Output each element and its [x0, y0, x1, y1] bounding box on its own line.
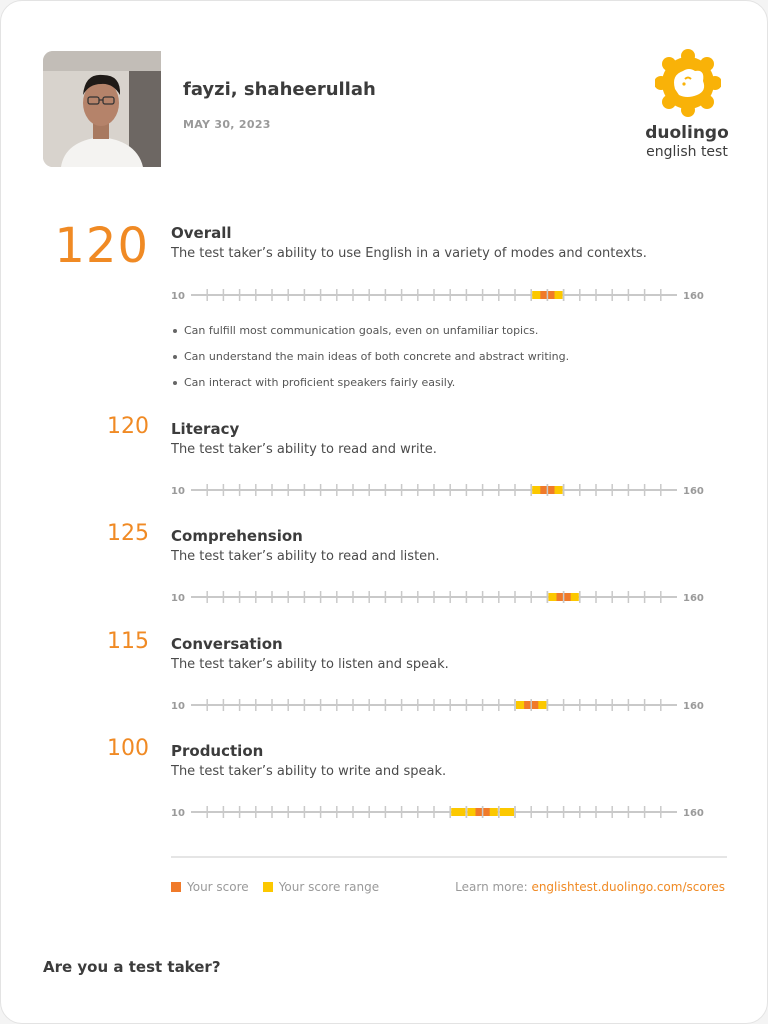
scale-max-label: 160: [683, 701, 704, 712]
scale-min-label: 10: [171, 593, 185, 604]
legend-range: [263, 880, 379, 894]
literacy-score: 120: [107, 414, 149, 439]
duolingo-logo: [641, 49, 733, 165]
range-swatch-icon: [263, 882, 273, 892]
overall-score: 120: [54, 218, 149, 274]
scale-max-label: 160: [683, 808, 704, 819]
overall-scale: [171, 285, 711, 305]
production-score: 100: [107, 736, 149, 761]
production-scale: [171, 802, 711, 822]
literacy-title: Literacy: [171, 420, 240, 438]
learn-more: [455, 880, 725, 894]
conversation-title: Conversation: [171, 635, 283, 653]
divider: [171, 856, 727, 858]
test-taker-question: Are you a test taker?: [43, 958, 221, 976]
candidate-name: fayzi, shaheerullah: [183, 79, 376, 100]
legend-score-label: Your score: [187, 880, 249, 894]
score-range-segment: [500, 808, 514, 816]
legend-range-label: Your score range: [278, 880, 380, 894]
overall-title: Overall: [171, 224, 232, 242]
learn-more-link[interactable]: englishtest.duolingo.com/scores: [531, 880, 725, 894]
scale-min-label: 10: [171, 486, 185, 497]
overall-description: The test taker’s ability to use English in a variety of modes and contexts.: [171, 246, 647, 261]
legend: [171, 880, 393, 894]
scale-min-label: 10: [171, 701, 185, 712]
comprehension-scale: [171, 587, 711, 607]
logo-subtitle: english test: [646, 144, 728, 160]
logo-wordmark: duolingo: [645, 123, 729, 143]
conversation-scale: [171, 695, 711, 715]
learn-more-prefix: Learn more:: [455, 880, 532, 894]
legend-score: [171, 880, 249, 894]
production-description: The test taker’s ability to write and speak.: [171, 764, 447, 779]
duolingo-badge-icon: [655, 49, 721, 117]
literacy-scale: [171, 480, 711, 500]
scale-max-label: 160: [683, 486, 704, 497]
comprehension-title: Comprehension: [171, 527, 303, 545]
list-item: Can understand the main ideas of both concrete and abstract writing.: [173, 350, 569, 376]
production-title: Production: [171, 742, 264, 760]
candidate-photo: [43, 51, 161, 167]
test-date: MAY 30, 2023: [183, 118, 271, 131]
literacy-description: The test taker’s ability to read and write.: [171, 442, 437, 457]
scale-min-label: 10: [171, 808, 185, 819]
comprehension-description: The test taker’s ability to read and listen.: [171, 549, 440, 564]
conversation-description: The test taker’s ability to listen and speak.: [171, 657, 449, 672]
list-item: Can interact with proficient speakers fairly easily.: [173, 376, 569, 402]
scale-max-label: 160: [683, 291, 704, 302]
scale-min-label: 10: [171, 291, 185, 302]
list-item: Can fulfill most communication goals, even on unfamiliar topics.: [173, 324, 569, 350]
overall-bullet-list: [173, 324, 569, 402]
score-swatch-icon: [171, 882, 181, 892]
scale-max-label: 160: [683, 593, 704, 604]
comprehension-score: 125: [107, 521, 149, 546]
conversation-score: 115: [107, 629, 149, 654]
score-range-segment: [451, 808, 465, 816]
